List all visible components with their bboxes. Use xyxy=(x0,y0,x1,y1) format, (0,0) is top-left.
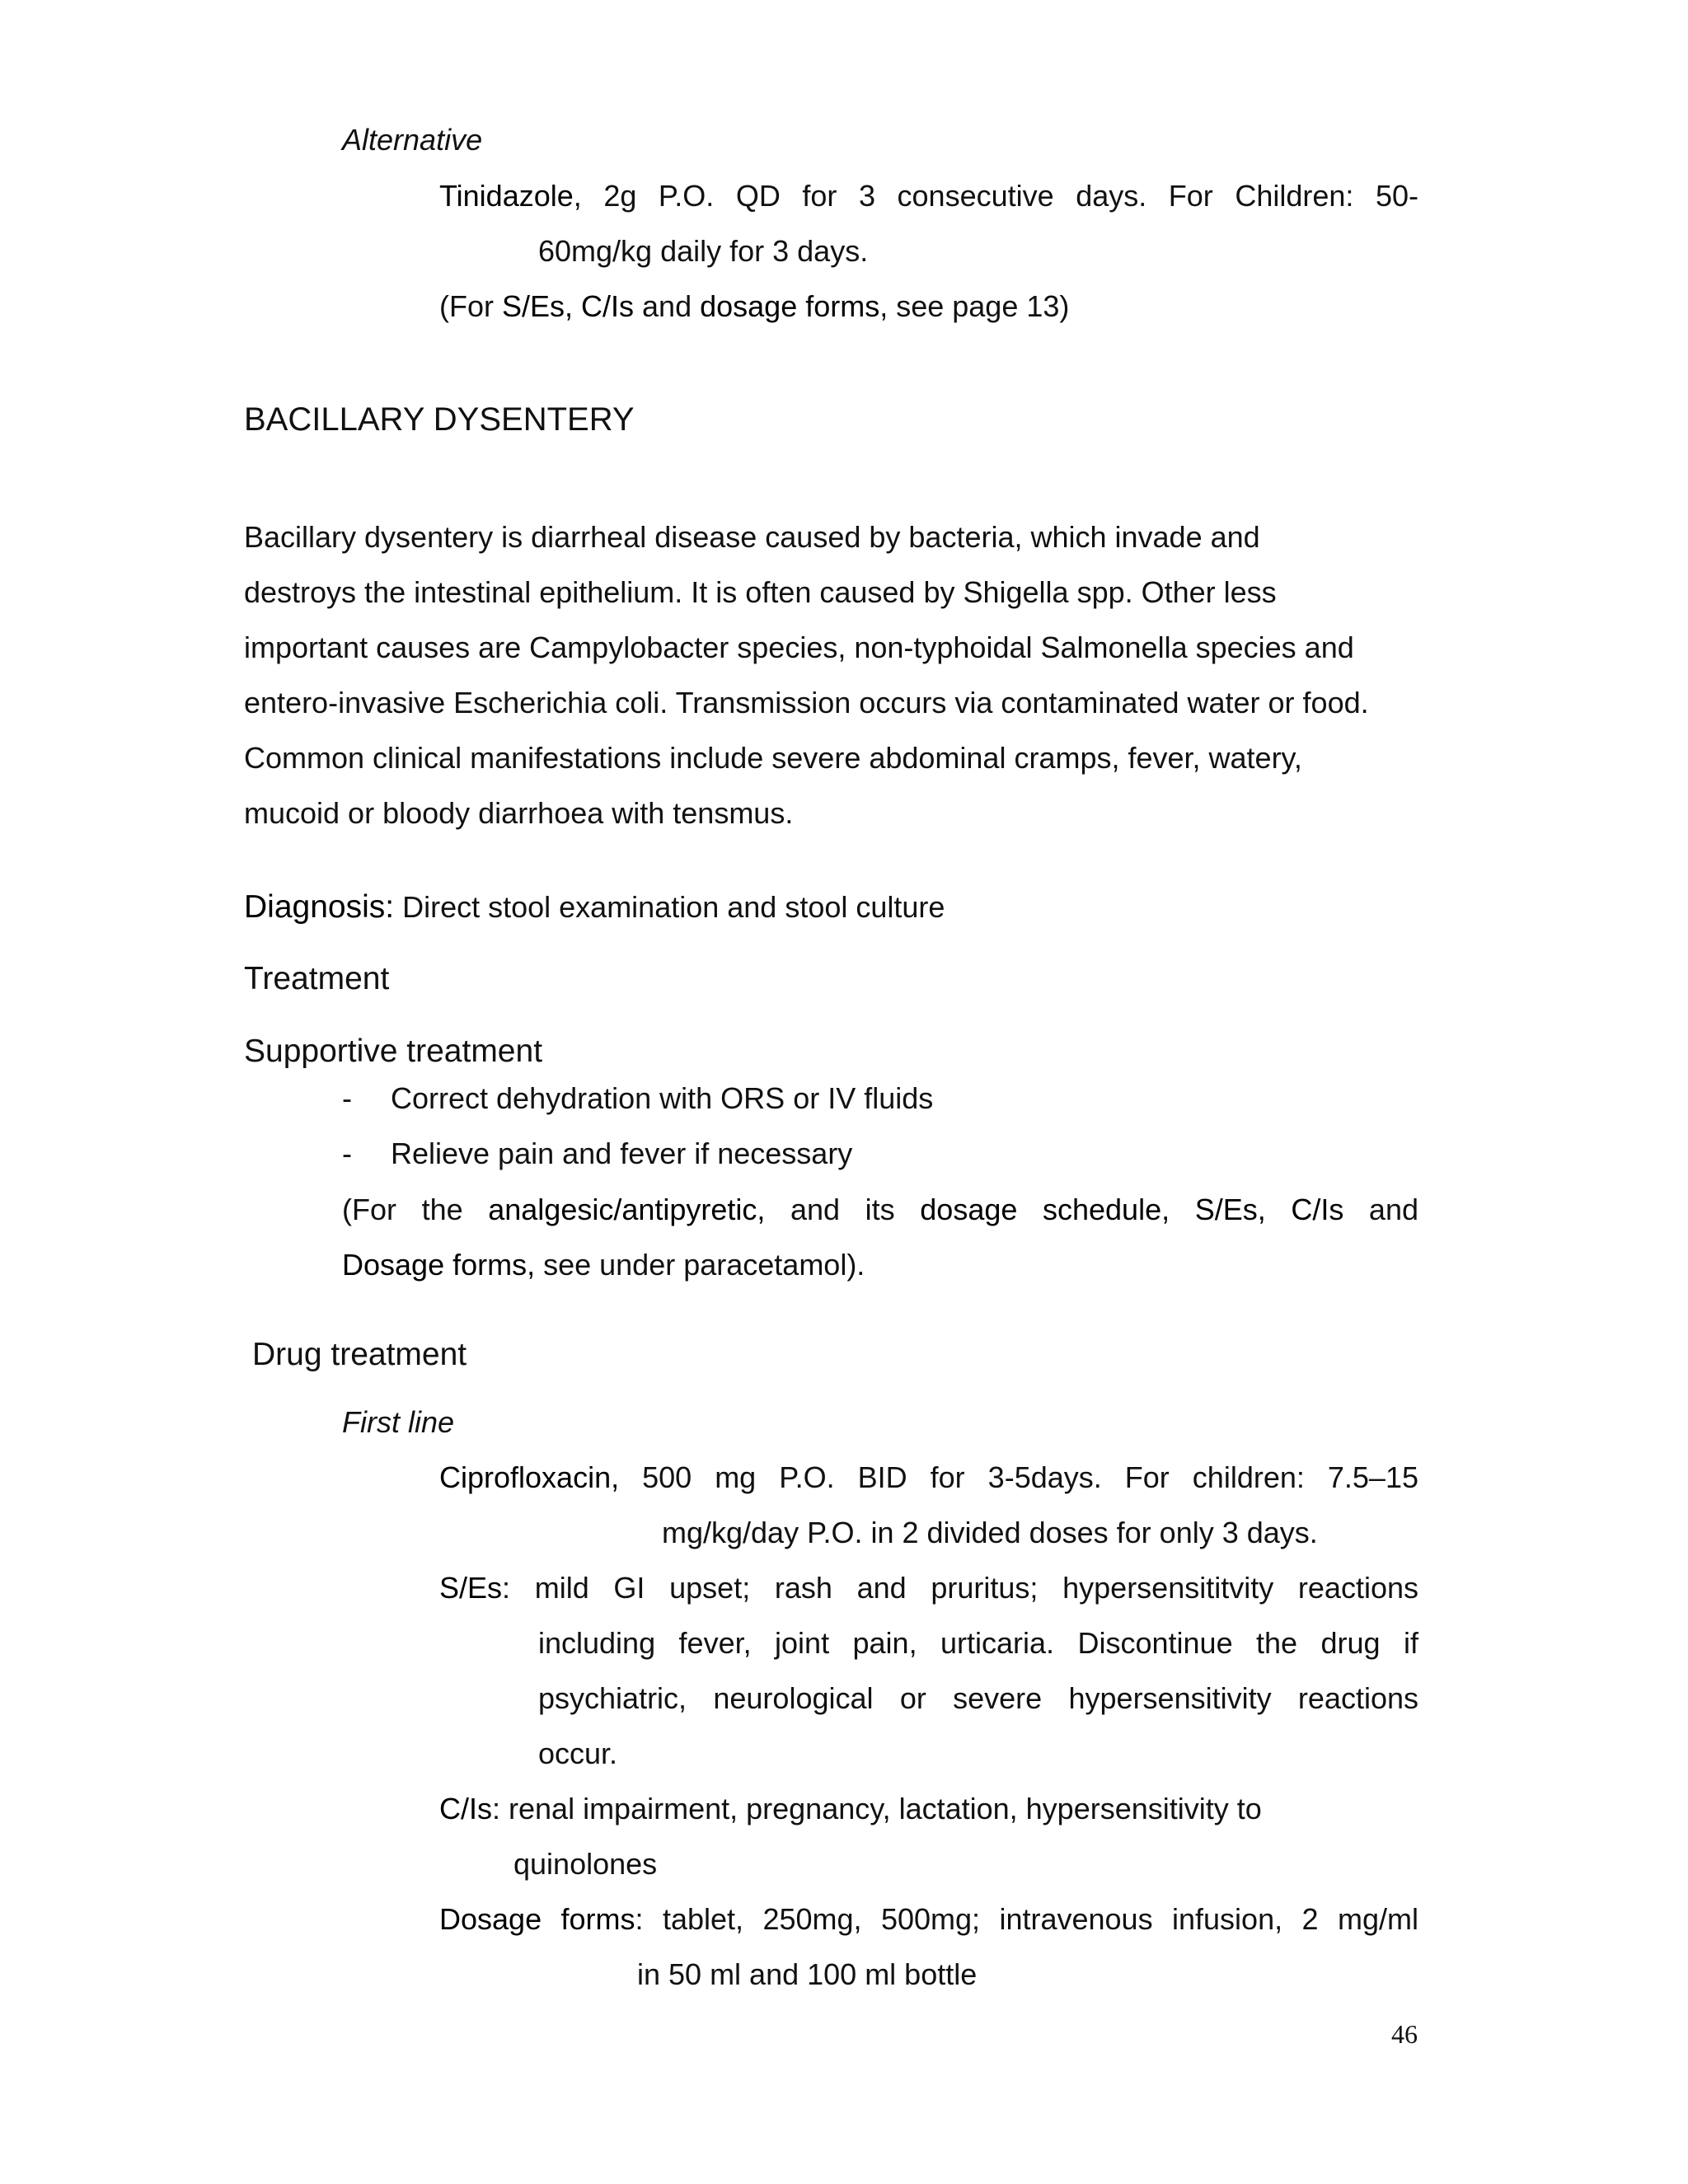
dosage-forms-text: : tablet, 250mg, 500mg; intravenous infusion, 2 mg/ml xyxy=(635,1902,1418,1936)
ref-and: and xyxy=(634,289,701,323)
intro-line: important causes are Campylobacter species, non-typhoidal Salmonella species and xyxy=(244,630,1354,664)
treatment-heading: Treatment xyxy=(244,961,390,996)
intro-line: Common clinical manifestations include severe abdominal cramps, fever, watery, xyxy=(244,741,1302,775)
section-title: BACILLARY DYSENTERY xyxy=(244,401,635,438)
contraindications-text: : renal impairment, pregnancy, lactation, hypersensitivity to xyxy=(492,1792,1262,1825)
supportive-reference-cont xyxy=(342,1237,865,1293)
side-effects-cont: including fever, joint pain, urticaria. Discontinue the drug if xyxy=(538,1626,1418,1660)
supportive-ref-schedule: dosage schedule, S/Es, C/Is xyxy=(920,1193,1344,1226)
supportive-ref-text: (For the xyxy=(342,1193,489,1226)
ciprofloxacin-line xyxy=(439,1450,1418,1506)
tinidazole-line xyxy=(439,168,1418,224)
side-effects-cont: psychiatric, neurological or severe hypersensitivity reactions xyxy=(538,1681,1418,1715)
side-effects-text: : mild GI upset; rash and pruritus; hypersensititvity reactions xyxy=(502,1571,1418,1605)
supportive-item-dash: - xyxy=(342,1137,352,1170)
diagnosis-text: Direct stool examination and stool culture xyxy=(394,890,945,924)
supportive-item: Correct dehydration with ORS or IV fluids xyxy=(391,1081,934,1115)
ref-close: , see page 13) xyxy=(879,289,1070,323)
intro-line: destroys the intestinal epithelium. It is often caused by Shigella spp. Other less xyxy=(244,575,1277,609)
alternative-heading: Alternative xyxy=(342,123,483,157)
supportive-heading: Supportive treatment xyxy=(244,1033,543,1069)
drug-name-tinidazole: Tinidazole xyxy=(439,179,574,213)
ref-ses-cis: S/Es, C/Is xyxy=(502,289,635,323)
tinidazole-dosage-cont: 60mg/kg daily for 3 days. xyxy=(538,234,869,268)
ciprofloxacin-dosage: 500 mg P.O. BID for 3-5days. For children: 7.5–15 xyxy=(619,1460,1418,1494)
dosage-forms-line xyxy=(439,1891,1418,1947)
contraindications-line xyxy=(439,1781,1262,1837)
tinidazole-dosage: , 2g P.O. QD for 3 consecutive days. For Children: 50- xyxy=(573,179,1418,213)
contraindications-label: C/Is xyxy=(439,1792,493,1825)
side-effects-label: S/Es xyxy=(439,1571,503,1605)
dosage-forms-label: Dosage forms xyxy=(439,1902,635,1936)
contraindications-cont: quinolones xyxy=(513,1847,658,1881)
alternative-reference xyxy=(439,279,1069,335)
supportive-ref-text: and xyxy=(1343,1193,1418,1226)
supportive-ref-dosage-forms: Dosage forms, xyxy=(342,1248,536,1282)
intro-line: Bacillary dysentery is diarrheal disease caused by bacteria, which invade and xyxy=(244,520,1260,554)
supportive-ref-analgesic: analgesic/antipyretic, xyxy=(488,1193,766,1226)
ref-dosage-forms: dosage forms xyxy=(700,289,880,323)
drug-treatment-heading: Drug treatment xyxy=(252,1337,467,1372)
dosage-forms-cont: in 50 ml and 100 ml bottle xyxy=(637,1957,978,1991)
supportive-item-dash: - xyxy=(342,1081,352,1115)
diagnosis-line xyxy=(244,879,945,935)
page-number: 46 xyxy=(1391,2019,1418,2049)
intro-line: entero-invasive Escherichia coli. Transmission occurs via contaminated water or food. xyxy=(244,686,1369,719)
ref-open: (For xyxy=(439,289,502,323)
supportive-reference xyxy=(342,1182,1418,1238)
first-line-heading: First line xyxy=(342,1405,455,1439)
drug-name-ciprofloxacin: Ciprofloxacin, xyxy=(439,1460,620,1494)
ciprofloxacin-dosage-cont: mg/kg/day P.O. in 2 divided doses for only 3 days. xyxy=(662,1516,1318,1549)
supportive-ref-text: and its xyxy=(765,1193,921,1226)
supportive-ref-text: see under paracetamol). xyxy=(535,1248,865,1282)
diagnosis-label: Diagnosis: xyxy=(244,889,395,925)
supportive-item: Relieve pain and fever if necessary xyxy=(391,1137,853,1170)
intro-line: mucoid or bloody diarrhoea with tensmus. xyxy=(244,796,794,830)
side-effects-cont: occur. xyxy=(538,1736,618,1770)
side-effects-line xyxy=(439,1560,1418,1616)
